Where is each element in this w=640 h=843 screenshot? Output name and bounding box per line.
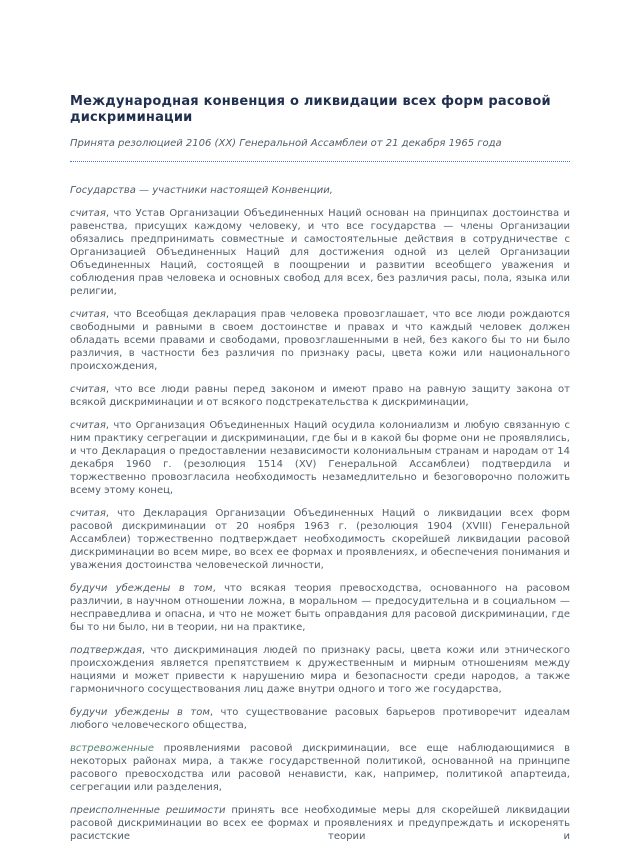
preamble-paragraph-7 (70, 644, 570, 696)
paragraph-lead-word: преисполненные решимости (70, 805, 226, 816)
preamble-paragraph-8 (70, 706, 570, 732)
paragraph-lead-word: считая (70, 384, 106, 395)
paragraph-body-text: проявлениями расовой дискриминации, все еще наблюдающимися в некоторых районах мира, а также государственной политикой, основанной на принципе расового превосходства или расовой ненависти, как, например, политикой апартеида, сегрегации или разделения, (70, 743, 570, 793)
paragraph-lead-word: считая (70, 208, 106, 219)
paragraph-body-text: , что Декларация Организации Объединенных Наций о ликвидации всех форм расовой дискриминации от 20 ноября 1963 г. (резолюция 1904 (XVIII) Генеральной Ассамблеи) торжественно подтверждает необходимость скорейшей ликвидации расовой дискриминации во всем мире, во всех ее формах и проявлениях, и обеспечения понимания и уважения достоинства человеческой личности, (70, 508, 570, 571)
paragraph-lead-word-alarmed: встревоженные (70, 743, 155, 754)
document-subtitle: Принята резолюцией 2106 (XX) Генеральной Ассамблеи от 21 декабря 1965 года (70, 138, 502, 149)
document-title: Международная конвенция о ликвидации всех форм расовой дискриминации (70, 94, 551, 125)
paragraph-body-text: , что Устав Организации Объединенных Наций основан на принципах достоинства и равенства, присущих каждому человеку, и что все государства — члены Организации обязались предпринимать совместные и самостоятельные действия в сотрудничестве с Организацией Объединенных Наций для достижения одной из целей Организации Объединенных Наций, состоящей в поощрении и развитии всеобщего уважения и соблюдения прав человека и основных свобод для всех, без различия расы, пола, языка или религии, (70, 208, 570, 297)
paragraph-lead-word: считая (70, 508, 106, 519)
paragraph-lead-word: будучи убеждены в том (70, 583, 213, 594)
paragraph-body-text: , что Всеобщая декларация прав человека провозглашает, что все люди рождаются свободными и равными в своем достоинстве и правах и что каждый человек должен обладать всеми правами и свободами, провозглашенными в ней, без какого бы то ни было различия, в частности без различия по признаку расы, цвета кожи или национального происхождения, (70, 309, 570, 372)
preamble-paragraph-2 (70, 308, 570, 373)
paragraph-lead-word: считая (70, 420, 106, 431)
preamble-paragraph-3 (70, 383, 570, 409)
paragraph-lead-word: считая (70, 309, 106, 320)
preamble-paragraph-10 (70, 804, 570, 843)
preamble-paragraph-6 (70, 582, 570, 634)
paragraph-body-text: , что все люди равны перед законом и имеют право на равную защиту закона от всякой дискриминации и от всякого подстрекательства к дискриминации, (70, 384, 570, 408)
paragraph-body-text: , что дискриминация людей по признаку расы, цвета кожи или этнического происхождения является препятствием к дружественным и мирным отношениям между нациями и может привести к нарушению мира и безопасности среди народов, а также гармоничного сосуществования лиц даже внутри одного и того же государства, (70, 645, 570, 695)
paragraph-body-text: , что существование расовых барьеров противоречит идеалам любого человеческого общества, (70, 707, 570, 731)
preamble-paragraph-5 (70, 507, 570, 572)
paragraph-body-text: принять все необходимые меры для скорейшей ликвидации расовой дискриминации во всех ее формах и проявлениях и предупреждать и искоренять расистские теории и (70, 805, 570, 842)
paragraph-body-text: , что Организация Объединенных Наций осудила колониализм и любую связанную с ним практику сегрегации и дискриминации, где бы и в какой бы форме они не проявлялись, и что Декларация о предоставлении независимости колониальным странам и народам от 14 декабря 1960 г. (резолюция 1514 (XV) Генеральной Ассамблеи) подтвердила и торжественно провозгласила необходимость незамедлительно и безоговорочно положить всему этому конец, (70, 420, 570, 496)
preamble-paragraph-4 (70, 419, 570, 497)
paragraph-lead-word: будучи убеждены в том (70, 707, 210, 718)
preamble-paragraph-9 (70, 742, 570, 794)
paragraph-body-text: , что всякая теория превосходства, основанного на расовом различии, в научном отношении ложна, в моральном — предосудительна и в социальном — несправедлива и опасна, и что не может быть оправдания для расовой дискриминации, где бы то ни было, ни в теории, ни на практике, (70, 583, 570, 633)
preamble-opening: Государства — участники настоящей Конвенции, (70, 185, 333, 196)
dotted-divider-line (70, 161, 570, 162)
preamble-paragraph-1 (70, 207, 570, 298)
paragraph-lead-word: подтверждая (70, 645, 142, 656)
